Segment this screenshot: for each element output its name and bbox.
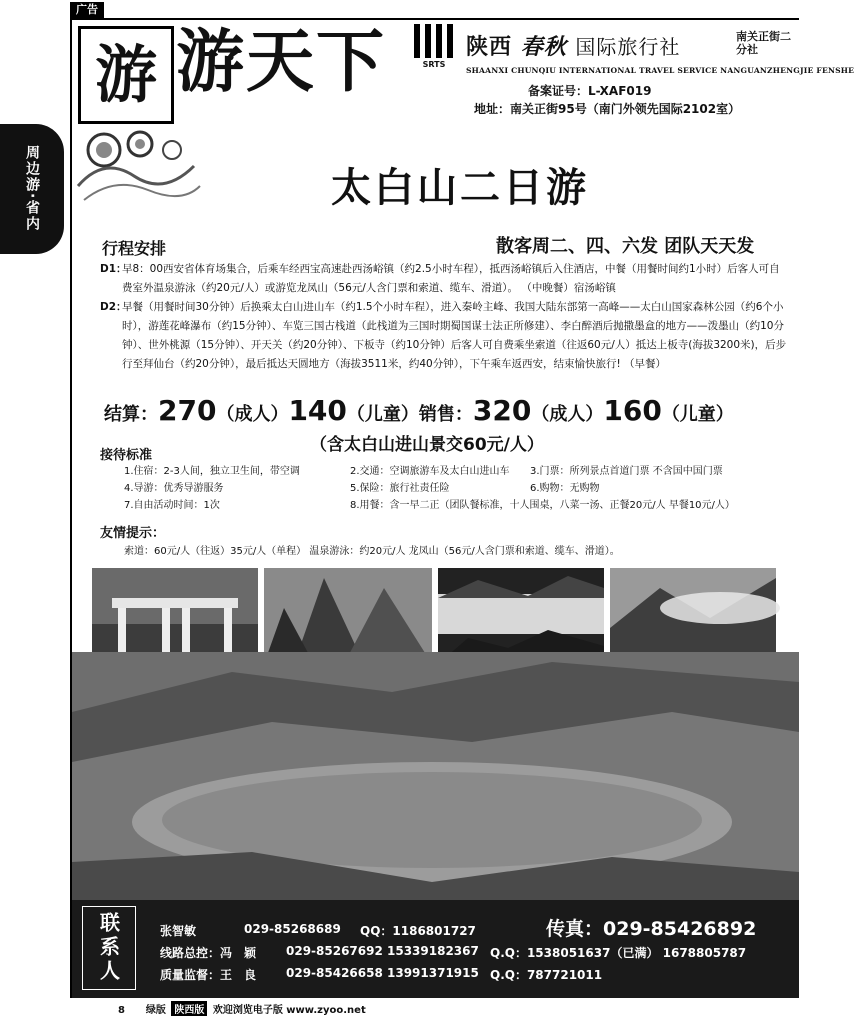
agency-name-en: SHAANXI CHUNQIU INTERNATIONAL TRAVEL SERVICE NANGUANZHENGJIE FENSHE <box>466 66 854 75</box>
agency-branch: 南关正街二分社 <box>736 30 791 56</box>
standard-item: 4.导游：优秀导游服务 <box>124 483 224 494</box>
standards-label: 接待标准 <box>100 448 153 463</box>
standard-item: 3.门票：所列景点首道门票 不含国中国门票 <box>530 466 723 477</box>
price-row <box>104 394 734 427</box>
standard-item: 5.保险：旅行社责任险 <box>350 483 450 494</box>
settle-child-price: 140 <box>288 394 347 427</box>
standard-item: 1.住宿：2-3人间，独立卫生间，带空调 <box>124 466 300 477</box>
departure-schedule: 散客周二、四、六发 团队天天发 <box>496 236 755 257</box>
standard-item: 6.购物：无购物 <box>530 483 600 494</box>
schedule-label: 行程安排 <box>102 239 167 258</box>
settle-label: 结算： <box>104 404 158 425</box>
srts-text: SRTS <box>422 60 446 69</box>
contact-qq: QQ：1186801727 <box>360 924 476 938</box>
tips-text: 索道：60元/人（往返）35元/人（单程） 温泉游泳：约20元/人 龙凤山（56元/人含门票和索道、缆车、滑道）。 <box>124 546 620 557</box>
itinerary-day <box>100 298 790 374</box>
photo-misty-peak <box>610 568 776 664</box>
decorative-swirl-icon <box>74 126 204 208</box>
agency-name-a: 陕西 <box>466 35 513 60</box>
standard-item: 2.交通：空调旅游车及太白山进山车 <box>350 466 510 477</box>
itinerary-day <box>100 260 790 298</box>
contact-phone[interactable]: 029-85267692 15339182367 <box>286 944 479 958</box>
standard-item: 8.用餐：含一早二正（团队餐标准，十人围桌，八菜一汤、正餐20元/人 早餐10元/人） <box>350 500 735 511</box>
page-number: 8 <box>118 1005 125 1016</box>
child-label: （儿童） <box>661 404 734 425</box>
page-footer <box>118 1001 366 1016</box>
tips-label: 友情提示： <box>100 526 166 541</box>
price-note: （含太白山进山景交60元/人） <box>310 435 544 455</box>
agency-name-b: 春秋 <box>520 34 567 60</box>
license-number: 备案证号：L-XAF019 <box>528 84 652 98</box>
brand-title: 游天下 <box>176 22 387 102</box>
ad-tag: 广告 <box>70 2 104 18</box>
agency-type: 国际旅行社 <box>575 35 681 59</box>
contact-name: 张智敏 <box>160 924 197 938</box>
day-tag: D1： <box>100 263 127 275</box>
contact-phone[interactable]: 029-85426658 13991371915 <box>286 966 479 980</box>
photo-sea-of-clouds <box>438 568 604 664</box>
contact-bar <box>72 900 799 998</box>
contact-phone[interactable]: 029-85268689 <box>244 922 341 936</box>
footer-section: 绿版 <box>145 1005 166 1016</box>
sale-adult-price: 320 <box>472 394 532 427</box>
contact-qq: Q.Q：787721011 <box>490 968 603 982</box>
contact-fax[interactable]: 传真：029-85426892 <box>546 918 757 940</box>
sale-child-price: 160 <box>603 394 662 427</box>
frame-top-line <box>70 18 799 20</box>
itinerary <box>100 260 790 374</box>
agency-address: 地址：南关正街95号（南门外领先国际2102室） <box>474 102 741 116</box>
footer-link[interactable]: 欢迎浏览电子版 www.zyoo.net <box>212 1005 366 1016</box>
standard-item: 7.自由活动时间：1次 <box>124 500 220 511</box>
contact-qq: Q.Q：1538051637（已满） 1678805787 <box>490 946 747 960</box>
adult-label: （成人） <box>216 404 289 425</box>
logo-char: 游 <box>94 38 157 111</box>
footer-badge: 陕西版 <box>171 1001 207 1016</box>
scenery-lake-photo <box>72 652 799 900</box>
agency-name <box>466 30 680 61</box>
trip-title: 太白山二日游 <box>331 165 589 211</box>
contact-tag: 联系人 <box>82 906 136 990</box>
contact-quality-supervisor: 质量监督：王 良 <box>160 968 257 982</box>
child-label: （儿童） <box>346 404 419 425</box>
day-text: 早餐（用餐时间30分钟）后换乘太白山进山车（约1.5个小时车程），进入秦岭主峰、我国大陆东部第一高峰——太白山国家森林公园（约6个小时），游莲花峰瀑布（约15分钟）、车览三国古栈道（此栈道为三国时期蜀国谋士法正所修建）、李白醉酒后抛撒墨盒的地方——泼墨山（约10分钟）、世外桃源（15分钟）、开天关（约20分钟）、下板寺（约10分钟）后客人可自费乘坐索道（往返60元/人）抵达上板寺(海拔3200米)，后步行至拜仙台（约20分钟），最后抵达天圆地方（海拔3511米，约40分钟），下午乘车返西安，结束愉快旅行! （早餐） <box>122 301 787 370</box>
day-tag: D2： <box>100 301 127 313</box>
srts-logo-icon <box>412 24 456 74</box>
adult-label: （成人） <box>531 404 604 425</box>
side-category-tab: 周边游·省内 <box>0 124 64 254</box>
sale-label: 销售： <box>418 404 473 425</box>
brand-logo <box>78 26 174 124</box>
contact-line-manager: 线路总控：冯 颖 <box>160 946 257 960</box>
day-text: 早8：00西安省体育场集合，后乘车经西宝高速赴西汤峪镇（约2.5小时车程），抵西汤峪镇后入住酒店，中餐（用餐时间约1小时）后客人可自费室外温泉游泳（约20元/人）或游览龙凤山（56元/人含门票和索道、缆车、滑道）。 （中晚餐）宿汤峪镇 <box>122 263 780 294</box>
settle-adult-price: 270 <box>158 394 217 427</box>
photo-gate <box>92 568 258 664</box>
photo-forest <box>264 568 432 664</box>
